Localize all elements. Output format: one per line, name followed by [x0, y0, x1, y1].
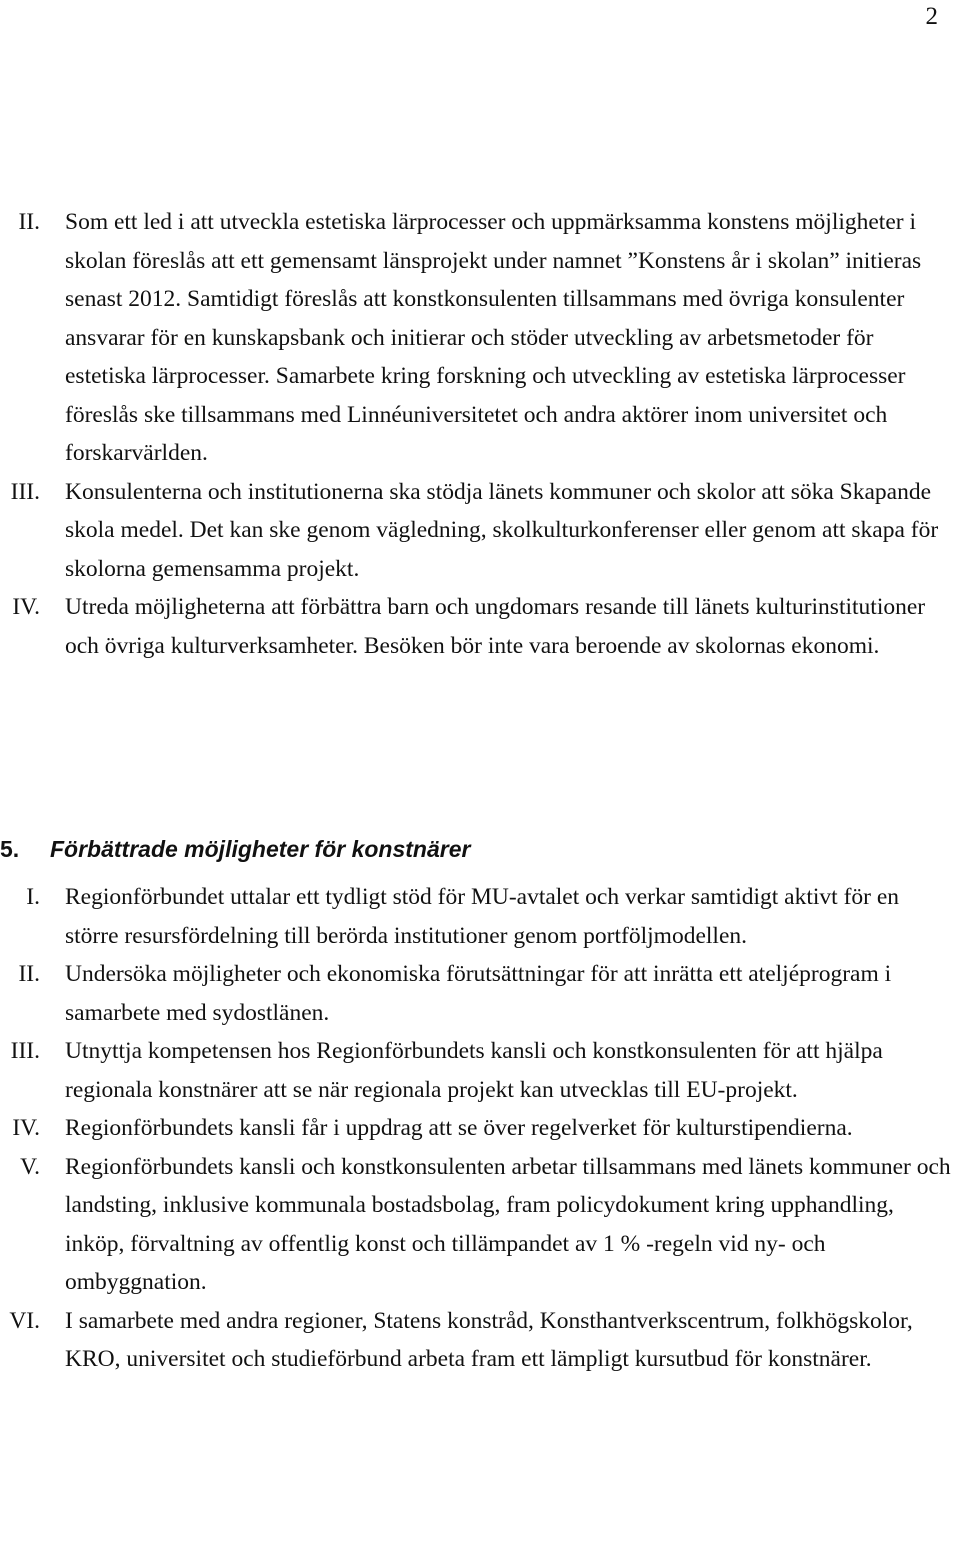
list-item — [0, 878, 960, 955]
list-item-numeral: VI. — [9, 1307, 40, 1334]
list-item — [0, 473, 960, 589]
list-item-numeral: III. — [10, 1038, 40, 1064]
list-item — [0, 1302, 960, 1379]
list-item — [0, 1148, 960, 1302]
list-item-numeral: II. — [18, 961, 40, 987]
list-item-text: Undersöka möjligheter och ekonomiska förutsättningar för att inrätta ett ateljéprogram i samarbete med sydostlänen. — [65, 961, 892, 1026]
list-item — [0, 203, 960, 473]
list-item-numeral: I. — [26, 884, 40, 910]
list-item-numeral: II. — [18, 209, 40, 235]
recommendation-list-continued — [0, 203, 960, 665]
list-item-text: Regionförbundet uttalar ett tydligt stöd för MU-avtalet och verkar samtidigt aktivt för en större resursfördelning till berörda institutioner genom portföljmodellen. — [65, 884, 900, 949]
list-item-text: Utnyttja kompetensen hos Regionförbundets kansli och konstkonsulenten för att hjälpa regionala konstnärer att se när regionala projekt kan utvecklas till EU-projekt. — [65, 1038, 883, 1103]
section-title: Förbättrade möjligheter för konstnärer — [50, 836, 471, 862]
list-item-text: Utreda möjligheterna att förbättra barn och ungdomars resande till länets kulturinstitutioner och övriga kulturverksamheter. Besöken bör inte vara beroende av skolornas ekonomi. — [65, 594, 926, 659]
list-item-text: Konsulenterna och institutionerna ska stödja länets kommuner och skolor att söka Skapande skola medel. Det kan ske genom vägledning, skolkulturkonferenser eller genom att skapa för skolorna gemensamma projekt. — [65, 478, 939, 582]
list-item — [0, 1109, 960, 1148]
list-item-numeral: V. — [20, 1153, 40, 1180]
list-item — [0, 588, 960, 665]
list-item-text: I samarbete med andra regioner, Statens konstråd, Konsthantverkscentrum, folkhögskolor, KRO, universitet och studieförbund arbeta fram ett lämpligt kursutbud för konstnärer. — [65, 1307, 913, 1372]
list-item — [0, 1032, 960, 1109]
list-item-text: Regionförbundets kansli får i uppdrag att se över regelverket för kulturstipendierna. — [65, 1115, 853, 1141]
list-item — [0, 955, 960, 1032]
section-number: 5. — [0, 836, 20, 862]
list-item-numeral: III. — [10, 478, 40, 505]
section-heading — [0, 832, 470, 866]
list-item-numeral: IV. — [12, 594, 40, 620]
list-item-text: Som ett led i att utveckla estetiska lärprocesser och uppmärksamma konstens möjligheter i skolan föreslås att ett gemensamt länsprojekt under namnet ”Konstens år i skolan” initieras senast 2012. Samtidigt föreslås att konstkonsulenten tillsammans med övriga konsulenter ansvarar för en kunskapsbank och initierar och stöder utveckling av arbetsmetoder för estetiska lärprocesser. Samarbete kring forskning och utveckling av estetiska lärprocesser föreslås ske tillsammans med Linnéuniversitetet och andra aktörer inom universitet och forskarvärlden. — [65, 209, 922, 466]
list-item-numeral: IV. — [12, 1115, 40, 1141]
artist-opportunities-list — [0, 878, 960, 1379]
page-number: 2 — [925, 3, 938, 30]
list-item-text: Regionförbundets kansli och konstkonsulenten arbetar tillsammans med länets kommuner och landsting, inklusive kommunala bostadsbolag, fram policydokument kring upphandling, inköp, förvaltning av offentlig konst och tillämpandet av 1 % -regeln vid ny- och ombyggnation. — [65, 1153, 951, 1295]
